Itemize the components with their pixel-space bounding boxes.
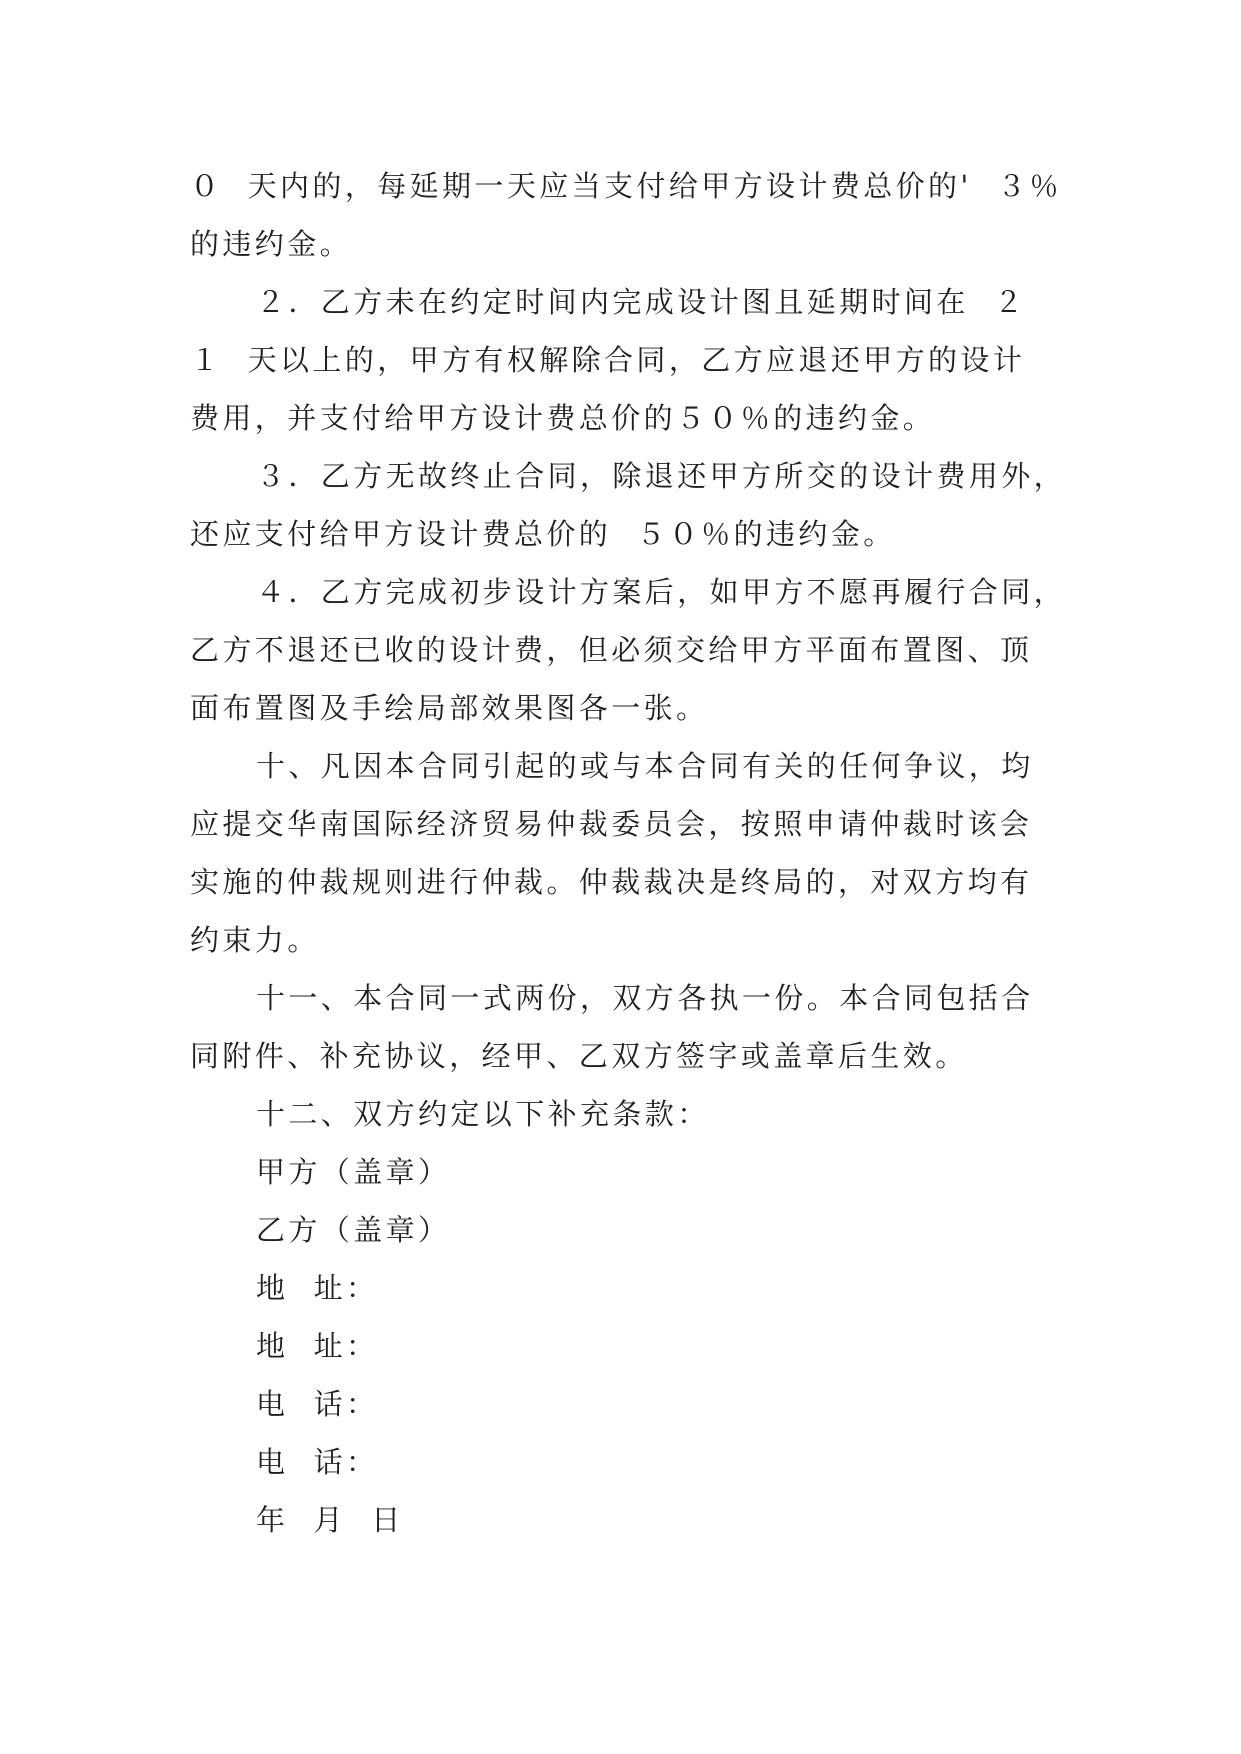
signature-line: 甲方（盖章）	[256, 1155, 451, 1189]
signature-line: 乙方（盖章）	[256, 1213, 451, 1247]
paragraph-line: 十二、双方约定以下补充条款：	[256, 1097, 710, 1131]
paragraph-line: 十、凡因本合同引起的或与本合同有关的任何争议，均	[256, 749, 1034, 783]
paragraph-line: 应提交华南国际经济贸易仲裁委员会，按照申请仲裁时该会	[190, 807, 1033, 841]
signature-line: 电 话：	[256, 1387, 379, 1421]
signature-line: 电 话：	[256, 1445, 379, 1479]
paragraph-line: 实施的仲裁规则进行仲裁。仲裁裁决是终局的，对双方均有	[190, 865, 1033, 899]
paragraph-line: 还应支付给甲方设计费总价的 ５０％的违约金。	[190, 517, 896, 551]
paragraph-line: ４．乙方完成初步设计方案后，如甲方不愿再履行合同，	[256, 575, 1067, 609]
paragraph-line: 乙方不退还已收的设计费，但必须交给甲方平面布置图、顶	[190, 633, 1033, 667]
paragraph-line: ２．乙方未在约定时间内完成设计图且延期时间在 ２	[256, 285, 1027, 319]
paragraph-line: 同附件、补充协议，经甲、乙双方签字或盖章后生效。	[190, 1039, 968, 1073]
paragraph-line: １ 天以上的，甲方有权解除合同，乙方应退还甲方的设计	[190, 343, 1026, 377]
paragraph-line: 费用，并支付给甲方设计费总价的５０％的违约金。	[190, 401, 936, 435]
paragraph-line: 的违约金。	[190, 227, 353, 261]
paragraph-line: ０ 天内的，每延期一天应当支付给甲方设计费总价的' ３％	[190, 169, 1062, 203]
paragraph-line: 面布置图及手绘局部效果图各一张。	[190, 691, 709, 725]
signature-line: 地 址：	[256, 1271, 379, 1305]
paragraph-line: 十一、本合同一式两份，双方各执一份。本合同包括合	[256, 981, 1034, 1015]
signature-line: 年 月 日	[256, 1503, 404, 1537]
paragraph-line: 约束力。	[190, 923, 320, 957]
signature-line: 地 址：	[256, 1329, 379, 1363]
paragraph-line: ３．乙方无故终止合同，除退还甲方所交的设计费用外，	[256, 459, 1067, 493]
